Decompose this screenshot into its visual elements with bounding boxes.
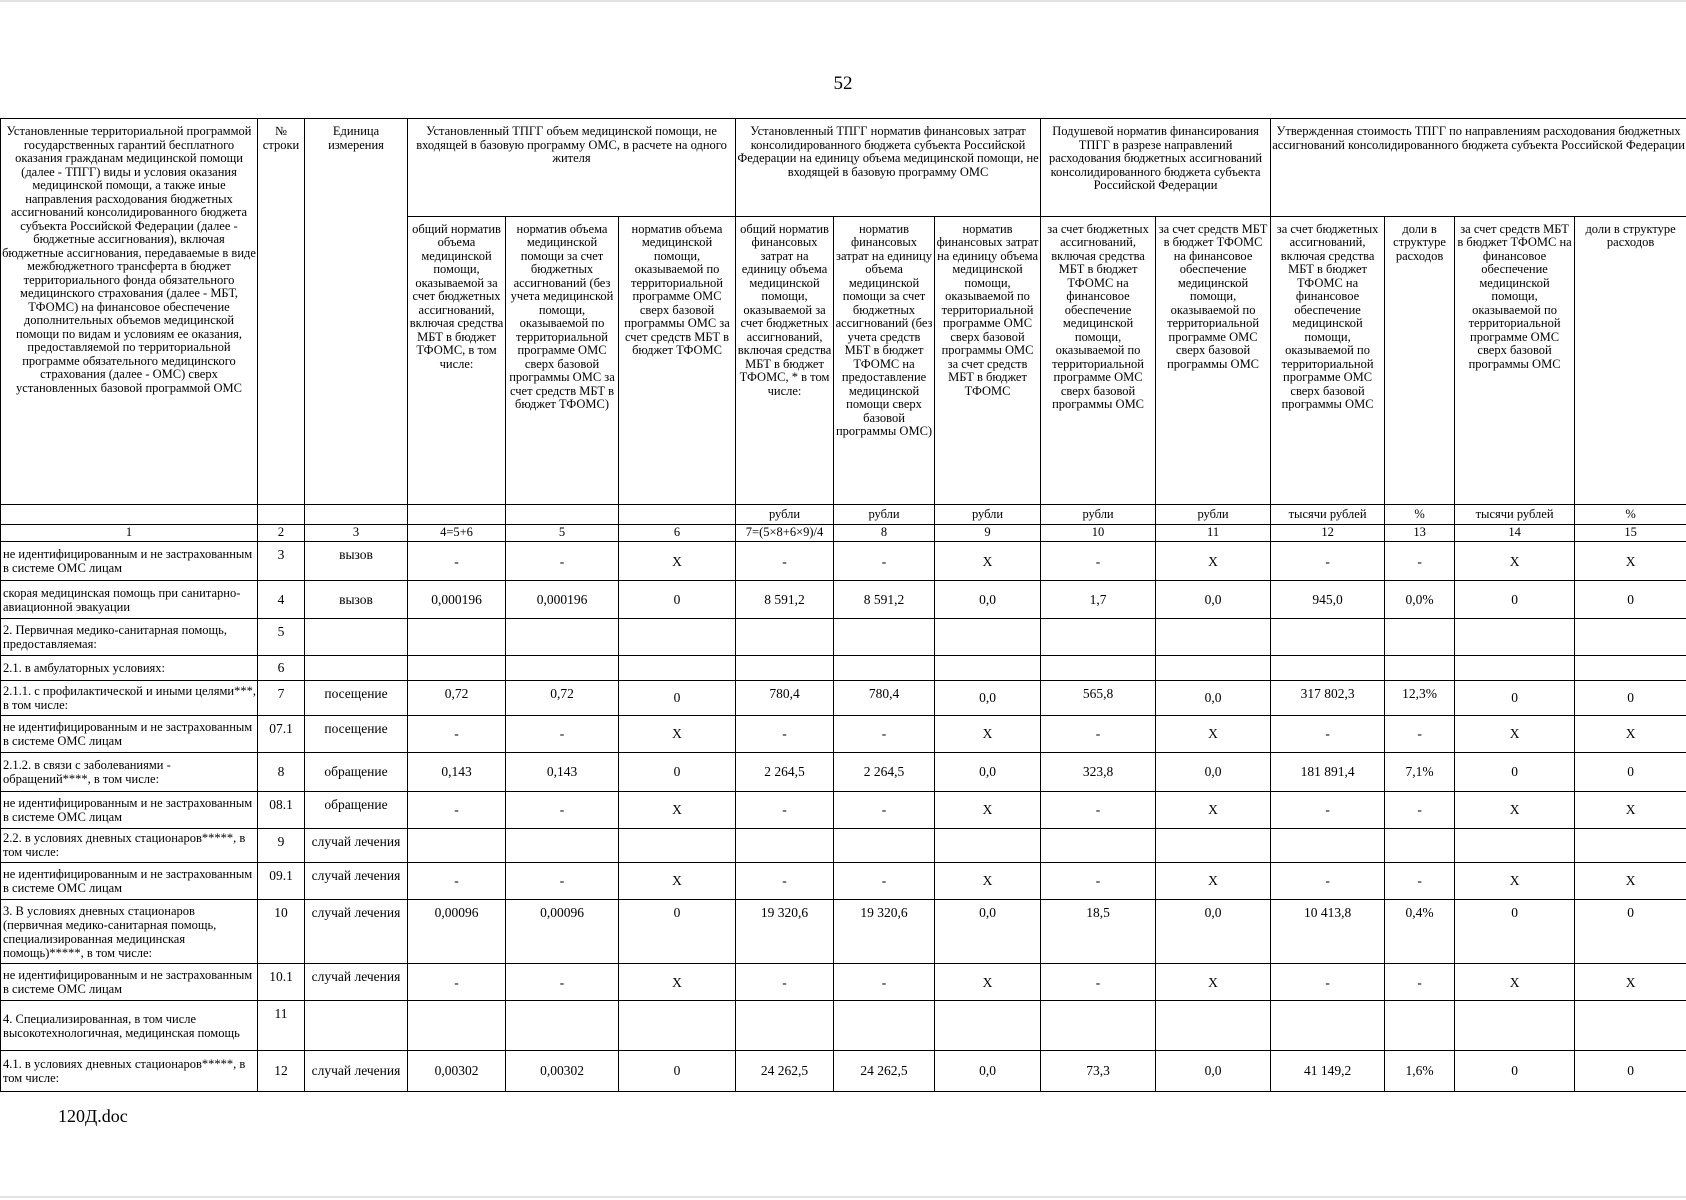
unit-cell: тысячи рублей xyxy=(1455,505,1575,525)
cell-c4: 0,143 xyxy=(408,752,506,791)
unit-cell xyxy=(305,505,408,525)
cell-c10: 565,8 xyxy=(1041,680,1156,715)
header-sub-10: за счет бюджетных ассигнований, включая средства МБТ в бюджет ТФОМС на финансовое обеспечение медицинской помощи, оказываемой по территориальной программе ОМС сверх базовой программы ОМС xyxy=(1041,216,1156,505)
cell-c8: 24 262,5 xyxy=(834,1050,935,1091)
cell-c15: 0 xyxy=(1575,680,1686,715)
unit-cell: % xyxy=(1575,505,1686,525)
cell-c13: - xyxy=(1385,964,1455,1001)
cell-c10: 1,7 xyxy=(1041,581,1156,619)
cell-c7: - xyxy=(736,542,834,581)
table-row xyxy=(1,619,1686,656)
header-sub-5: норматив объема медицинской помощи за счет бюджетных ассигнований (без учета медицинской помощи, оказываемой по территориальной программе ОМС сверх базовой программы ОМС за счет средств МБТ в бюджет ТФОМС) xyxy=(506,216,619,505)
cell-c10 xyxy=(1041,1001,1156,1050)
cell-c10: - xyxy=(1041,862,1156,899)
cell-c10: 18,5 xyxy=(1041,899,1156,964)
cell-c10: - xyxy=(1041,542,1156,581)
row-unit xyxy=(305,1001,408,1050)
row-name: не идентифицированным и не застрахованным в системе ОМС лицам xyxy=(1,862,258,899)
cell-c9 xyxy=(935,1001,1041,1050)
column-number: 6 xyxy=(619,524,736,541)
cell-c8: - xyxy=(834,715,935,752)
column-number: 9 xyxy=(935,524,1041,541)
cell-c5 xyxy=(506,828,619,862)
column-number: 4=5+6 xyxy=(408,524,506,541)
cell-c7: - xyxy=(736,791,834,828)
row-name: не идентифицированным и не застрахованным в системе ОМС лицам xyxy=(1,964,258,1001)
cell-c4: 0,72 xyxy=(408,680,506,715)
unit-cell xyxy=(408,505,506,525)
cell-c6: 0 xyxy=(619,581,736,619)
cell-c10: - xyxy=(1041,715,1156,752)
row-number: 8 xyxy=(258,752,305,791)
row-name: 4. Специализированная, в том числе высокотехнологичная, медицинская помощь xyxy=(1,1001,258,1050)
cell-c11: X xyxy=(1156,791,1271,828)
cell-c5: - xyxy=(506,964,619,1001)
cell-c15 xyxy=(1575,828,1686,862)
cell-c13: 7,1% xyxy=(1385,752,1455,791)
cell-c12: - xyxy=(1271,715,1385,752)
header-row-groups xyxy=(1,119,1686,217)
column-number: 3 xyxy=(305,524,408,541)
cell-c6: 0 xyxy=(619,680,736,715)
row-number: 6 xyxy=(258,656,305,681)
row-number: 11 xyxy=(258,1001,305,1050)
cell-c8 xyxy=(834,619,935,656)
cell-c14: 0 xyxy=(1455,899,1575,964)
table-row xyxy=(1,899,1686,964)
row-number: 09.1 xyxy=(258,862,305,899)
header-sub-14: за счет средств МБТ в бюджет ТФОМС на финансовое обеспечение медицинской помощи, оказываемой по территориальной программе ОМС сверх базовой программы ОМС xyxy=(1455,216,1575,505)
cell-c14: X xyxy=(1455,862,1575,899)
cell-c14: X xyxy=(1455,715,1575,752)
unit-cell: рубли xyxy=(935,505,1041,525)
cell-c13 xyxy=(1385,656,1455,681)
cell-c8: - xyxy=(834,791,935,828)
row-name: не идентифицированным и не застрахованным в системе ОМС лицам xyxy=(1,715,258,752)
cell-c6: 0 xyxy=(619,899,736,964)
cell-c10 xyxy=(1041,656,1156,681)
table-row xyxy=(1,581,1686,619)
cell-c4 xyxy=(408,1001,506,1050)
cell-c8: 2 264,5 xyxy=(834,752,935,791)
cell-c12 xyxy=(1271,1001,1385,1050)
cell-c10: 323,8 xyxy=(1041,752,1156,791)
cell-c9: 0,0 xyxy=(935,752,1041,791)
cell-c7: - xyxy=(736,964,834,1001)
row-number: 9 xyxy=(258,828,305,862)
cell-c14: 0 xyxy=(1455,1050,1575,1091)
header-sub-11: за счет средств МБТ в бюджет ТФОМС на финансовое обеспечение медицинской помощи, оказываемой по территориальной программе ОМС сверх базовой программы ОМС xyxy=(1156,216,1271,505)
cell-c15: X xyxy=(1575,862,1686,899)
table-row xyxy=(1,1001,1686,1050)
row-unit xyxy=(305,656,408,681)
cell-c11: 0,0 xyxy=(1156,752,1271,791)
cell-c12 xyxy=(1271,828,1385,862)
unit-cell xyxy=(619,505,736,525)
header-group-volume: Установленный ТПГГ объем медицинской помощи, не входящей в базовую программу ОМС, в расчете на одного жителя xyxy=(408,119,736,217)
cell-c5: 0,00302 xyxy=(506,1050,619,1091)
column-number: 8 xyxy=(834,524,935,541)
row-unit: посещение xyxy=(305,680,408,715)
column-number: 14 xyxy=(1455,524,1575,541)
cell-c8 xyxy=(834,828,935,862)
cell-c11 xyxy=(1156,656,1271,681)
unit-cell: % xyxy=(1385,505,1455,525)
cell-c15 xyxy=(1575,656,1686,681)
cell-c13: 12,3% xyxy=(1385,680,1455,715)
cell-c4: 0,00302 xyxy=(408,1050,506,1091)
cell-c7 xyxy=(736,828,834,862)
row-unit: случай лечения xyxy=(305,899,408,964)
header-sub-9: норматив финансовых затрат на единицу объема медицинской помощи, оказываемой по территориальной программе ОМС сверх базовой программы ОМС за счет средств МБТ в бюджет ТФОМС xyxy=(935,216,1041,505)
cell-c10: 73,3 xyxy=(1041,1050,1156,1091)
row-name: 2.1.1. с профилактической и иными целями***, в том числе: xyxy=(1,680,258,715)
row-name: 2.2. в условиях дневных стационаров*****, в том числе: xyxy=(1,828,258,862)
cell-c12: 181 891,4 xyxy=(1271,752,1385,791)
header-row-no: № строки xyxy=(258,119,305,505)
row-number: 7 xyxy=(258,680,305,715)
cell-c9 xyxy=(935,619,1041,656)
cell-c14: X xyxy=(1455,542,1575,581)
row-number: 12 xyxy=(258,1050,305,1091)
cell-c8 xyxy=(834,656,935,681)
cell-c15: X xyxy=(1575,964,1686,1001)
table-row xyxy=(1,862,1686,899)
cell-c7: - xyxy=(736,862,834,899)
row-name: 2.1. в амбулаторных условиях: xyxy=(1,656,258,681)
row-name: скорая медицинская помощь при санитарно-авиационной эвакуации xyxy=(1,581,258,619)
unit-cell xyxy=(506,505,619,525)
row-unit: случай лечения xyxy=(305,964,408,1001)
cell-c9: X xyxy=(935,791,1041,828)
header-name: Установленные территориальной программой государственных гарантий бесплатного оказания гражданам медицинской помощи (далее - ТПГГ) виды и условия оказания медицинской помощи, а также иные направления расходования бюджетных ассигнований консолидированного бюджета субъекта Российской Федерации (далее - бюджетные ассигнования), включая бюджетные ассигнования, передаваемые в виде межбюджетного трансферта в бюджет территориального фонда обязательного медицинского страхования (далее - МБТ, ТФОМС) на финансовое обеспечение дополнительных объемов медицинской помощи по видам и условиям ее оказания, предоставляемой по территориальной программе обязательного медицинского страхования (далее - ОМС) сверх установленных базовой программой ОМС xyxy=(1,119,258,505)
cell-c8: 19 320,6 xyxy=(834,899,935,964)
cell-c14 xyxy=(1455,1001,1575,1050)
cell-c4: 0,00096 xyxy=(408,899,506,964)
cell-c12: 317 802,3 xyxy=(1271,680,1385,715)
row-name: 2. Первичная медико-санитарная помощь, предоставляемая: xyxy=(1,619,258,656)
cell-c13: - xyxy=(1385,715,1455,752)
unit-cell: рубли xyxy=(736,505,834,525)
cell-c6: 0 xyxy=(619,1050,736,1091)
cell-c14: 0 xyxy=(1455,680,1575,715)
row-unit: вызов xyxy=(305,542,408,581)
cell-c14: 0 xyxy=(1455,752,1575,791)
cell-c11: 0,0 xyxy=(1156,581,1271,619)
cell-c9: 0,0 xyxy=(935,680,1041,715)
cell-c8: - xyxy=(834,542,935,581)
cell-c7: - xyxy=(736,715,834,752)
cell-c11 xyxy=(1156,828,1271,862)
cell-c11: X xyxy=(1156,862,1271,899)
cell-c14: X xyxy=(1455,791,1575,828)
scan-bottom-edge xyxy=(0,1196,1686,1198)
cell-c7 xyxy=(736,619,834,656)
header-sub-7: общий норматив финансовых затрат на единицу объема медицинской помощи, оказываемой за счет бюджетных ассигнований, включая средства МБТ в бюджет ТФОМС, * в том числе: xyxy=(736,216,834,505)
cell-c6: X xyxy=(619,862,736,899)
header-sub-15: доли в структуре расходов xyxy=(1575,216,1686,505)
header-group-approved-cost: Утвержденная стоимость ТПГГ по направлениям расходования бюджетных ассигнований консолидированного бюджета субъекта Российской Федерации xyxy=(1271,119,1686,217)
cell-c15 xyxy=(1575,619,1686,656)
cell-c15: X xyxy=(1575,791,1686,828)
cell-c14: X xyxy=(1455,964,1575,1001)
cell-c4: 0,000196 xyxy=(408,581,506,619)
cell-c9: X xyxy=(935,862,1041,899)
cell-c12 xyxy=(1271,619,1385,656)
cell-c13: 0,0% xyxy=(1385,581,1455,619)
table-row xyxy=(1,656,1686,681)
cell-c8: 780,4 xyxy=(834,680,935,715)
cell-c8: - xyxy=(834,862,935,899)
cell-c9: 0,0 xyxy=(935,899,1041,964)
cell-c15 xyxy=(1575,1001,1686,1050)
header-sub-6: норматив объема медицинской помощи, оказываемой по территориальной программе ОМС сверх базовой программы ОМС за счет средств МБТ в бюджет ТФОМС xyxy=(619,216,736,505)
row-number: 08.1 xyxy=(258,791,305,828)
cell-c13: - xyxy=(1385,862,1455,899)
cell-c9: 0,0 xyxy=(935,1050,1041,1091)
cell-c5: 0,000196 xyxy=(506,581,619,619)
header-sub-4: общий норматив объема медицинской помощи, оказываемой за счет бюджетных ассигнований, включая средства МБТ в бюджет ТФОМС, в том числе: xyxy=(408,216,506,505)
row-number: 5 xyxy=(258,619,305,656)
cell-c4 xyxy=(408,828,506,862)
cell-c4: - xyxy=(408,964,506,1001)
document-filename: 120Д.doc xyxy=(58,1106,128,1126)
unit-cell: рубли xyxy=(1041,505,1156,525)
cell-c7 xyxy=(736,1001,834,1050)
cell-c12: 41 149,2 xyxy=(1271,1050,1385,1091)
cell-c12 xyxy=(1271,656,1385,681)
table-row xyxy=(1,791,1686,828)
column-numbers-row xyxy=(1,524,1686,541)
financing-table xyxy=(0,118,1686,1092)
cell-c7: 2 264,5 xyxy=(736,752,834,791)
cell-c11: 0,0 xyxy=(1156,1050,1271,1091)
cell-c11: X xyxy=(1156,715,1271,752)
row-name: 4.1. в условиях дневных стационаров*****, в том числе: xyxy=(1,1050,258,1091)
cell-c6: X xyxy=(619,964,736,1001)
column-number: 2 xyxy=(258,524,305,541)
column-number: 10 xyxy=(1041,524,1156,541)
column-number: 1 xyxy=(1,524,258,541)
cell-c4 xyxy=(408,656,506,681)
column-number: 7=(5×8+6×9)/4 xyxy=(736,524,834,541)
cell-c15: X xyxy=(1575,542,1686,581)
cell-c13 xyxy=(1385,619,1455,656)
header-unit: Единица измерения xyxy=(305,119,408,505)
cell-c4 xyxy=(408,619,506,656)
table-row xyxy=(1,964,1686,1001)
table-row xyxy=(1,1050,1686,1091)
cell-c15: 0 xyxy=(1575,1050,1686,1091)
cell-c5: 0,72 xyxy=(506,680,619,715)
unit-cell: тысячи рублей xyxy=(1271,505,1385,525)
cell-c15: 0 xyxy=(1575,752,1686,791)
cell-c12: 10 413,8 xyxy=(1271,899,1385,964)
cell-c6: 0 xyxy=(619,752,736,791)
cell-c15: 0 xyxy=(1575,899,1686,964)
cell-c14 xyxy=(1455,619,1575,656)
cell-c13: - xyxy=(1385,542,1455,581)
cell-c5: - xyxy=(506,862,619,899)
row-name: не идентифицированным и не застрахованным в системе ОМС лицам xyxy=(1,542,258,581)
cell-c6: X xyxy=(619,715,736,752)
cell-c13: 1,6% xyxy=(1385,1050,1455,1091)
cell-c11: X xyxy=(1156,542,1271,581)
row-name: не идентифицированным и не застрахованным в системе ОМС лицам xyxy=(1,791,258,828)
cell-c13 xyxy=(1385,828,1455,862)
cell-c12: - xyxy=(1271,862,1385,899)
scan-top-edge xyxy=(0,0,1686,2)
cell-c10: - xyxy=(1041,964,1156,1001)
cell-c10 xyxy=(1041,828,1156,862)
cell-c4: - xyxy=(408,542,506,581)
cell-c8: 8 591,2 xyxy=(834,581,935,619)
column-number: 15 xyxy=(1575,524,1686,541)
header-sub-8: норматив финансовых затрат на единицу объема медицинской помощи за счет бюджетных ассигнований (без учета средств МБТ в бюджет ТФОМС на предоставление медицинской помощи сверх базовой программы ОМС) xyxy=(834,216,935,505)
row-unit: вызов xyxy=(305,581,408,619)
cell-c5 xyxy=(506,1001,619,1050)
column-number: 5 xyxy=(506,524,619,541)
cell-c13: - xyxy=(1385,791,1455,828)
row-unit: случай лечения xyxy=(305,828,408,862)
column-number: 13 xyxy=(1385,524,1455,541)
table-row xyxy=(1,752,1686,791)
cell-c14 xyxy=(1455,656,1575,681)
cell-c10: - xyxy=(1041,791,1156,828)
cell-c9: X xyxy=(935,542,1041,581)
cell-c11: X xyxy=(1156,964,1271,1001)
units-row xyxy=(1,505,1686,525)
cell-c6 xyxy=(619,1001,736,1050)
cell-c4: - xyxy=(408,791,506,828)
cell-c6 xyxy=(619,619,736,656)
table-row xyxy=(1,542,1686,581)
cell-c8 xyxy=(834,1001,935,1050)
cell-c4: - xyxy=(408,862,506,899)
row-name: 2.1.2. в связи с заболеваниями - обращений****, в том числе: xyxy=(1,752,258,791)
row-name: 3. В условиях дневных стационаров (первичная медико-санитарная помощь, специализированная медицинская помощь)*****, в том числе: xyxy=(1,899,258,964)
row-number: 4 xyxy=(258,581,305,619)
cell-c9: 0,0 xyxy=(935,581,1041,619)
cell-c9 xyxy=(935,828,1041,862)
row-number: 3 xyxy=(258,542,305,581)
row-unit: случай лечения xyxy=(305,1050,408,1091)
cell-c5: - xyxy=(506,715,619,752)
row-number: 10 xyxy=(258,899,305,964)
cell-c7: 780,4 xyxy=(736,680,834,715)
cell-c5: - xyxy=(506,542,619,581)
cell-c6 xyxy=(619,656,736,681)
row-unit: обращение xyxy=(305,791,408,828)
row-unit: случай лечения xyxy=(305,862,408,899)
cell-c9: X xyxy=(935,715,1041,752)
cell-c6 xyxy=(619,828,736,862)
row-number: 07.1 xyxy=(258,715,305,752)
cell-c12: - xyxy=(1271,791,1385,828)
cell-c13 xyxy=(1385,1001,1455,1050)
cell-c5 xyxy=(506,656,619,681)
cell-c7: 8 591,2 xyxy=(736,581,834,619)
page-number: 52 xyxy=(833,73,853,94)
header-group-per-capita: Подушевой норматив финансирования ТПГГ в разрезе направлений расходования бюджетных ассигнований консолидированного бюджета субъекта Российской Федерации xyxy=(1041,119,1271,217)
cell-c14 xyxy=(1455,828,1575,862)
cell-c4: - xyxy=(408,715,506,752)
cell-c14: 0 xyxy=(1455,581,1575,619)
cell-c11 xyxy=(1156,619,1271,656)
cell-c11: 0,0 xyxy=(1156,680,1271,715)
row-unit: посещение xyxy=(305,715,408,752)
cell-c12: - xyxy=(1271,964,1385,1001)
cell-c8: - xyxy=(834,964,935,1001)
cell-c12: - xyxy=(1271,542,1385,581)
cell-c11 xyxy=(1156,1001,1271,1050)
cell-c12: 945,0 xyxy=(1271,581,1385,619)
cell-c15: X xyxy=(1575,715,1686,752)
cell-c6: X xyxy=(619,791,736,828)
header-sub-13: доли в структуре расходов xyxy=(1385,216,1455,505)
cell-c7: 24 262,5 xyxy=(736,1050,834,1091)
row-unit xyxy=(305,619,408,656)
column-number: 12 xyxy=(1271,524,1385,541)
row-unit: обращение xyxy=(305,752,408,791)
unit-cell: рубли xyxy=(834,505,935,525)
cell-c5: 0,00096 xyxy=(506,899,619,964)
header-sub-12: за счет бюджетных ассигнований, включая средства МБТ в бюджет ТФОМС на финансовое обеспечение медицинской помощи, оказываемой по территориальной программе ОМС сверх базовой программы ОМС xyxy=(1271,216,1385,505)
unit-cell xyxy=(1,505,258,525)
row-number: 10.1 xyxy=(258,964,305,1001)
cell-c11: 0,0 xyxy=(1156,899,1271,964)
column-number: 11 xyxy=(1156,524,1271,541)
cell-c10 xyxy=(1041,619,1156,656)
header-group-cost-norm: Установленный ТПГГ норматив финансовых затрат консолидированного бюджета субъекта Российской Федерации на единицу объема медицинской помощи, не входящей в базовую программу ОМС xyxy=(736,119,1041,217)
cell-c13: 0,4% xyxy=(1385,899,1455,964)
table-row xyxy=(1,715,1686,752)
unit-cell: рубли xyxy=(1156,505,1271,525)
cell-c5 xyxy=(506,619,619,656)
cell-c6: X xyxy=(619,542,736,581)
cell-c5: - xyxy=(506,791,619,828)
cell-c7: 19 320,6 xyxy=(736,899,834,964)
cell-c15: 0 xyxy=(1575,581,1686,619)
table-row xyxy=(1,680,1686,715)
cell-c9 xyxy=(935,656,1041,681)
cell-c7 xyxy=(736,656,834,681)
cell-c5: 0,143 xyxy=(506,752,619,791)
cell-c9: X xyxy=(935,964,1041,1001)
table-row xyxy=(1,828,1686,862)
unit-cell xyxy=(258,505,305,525)
